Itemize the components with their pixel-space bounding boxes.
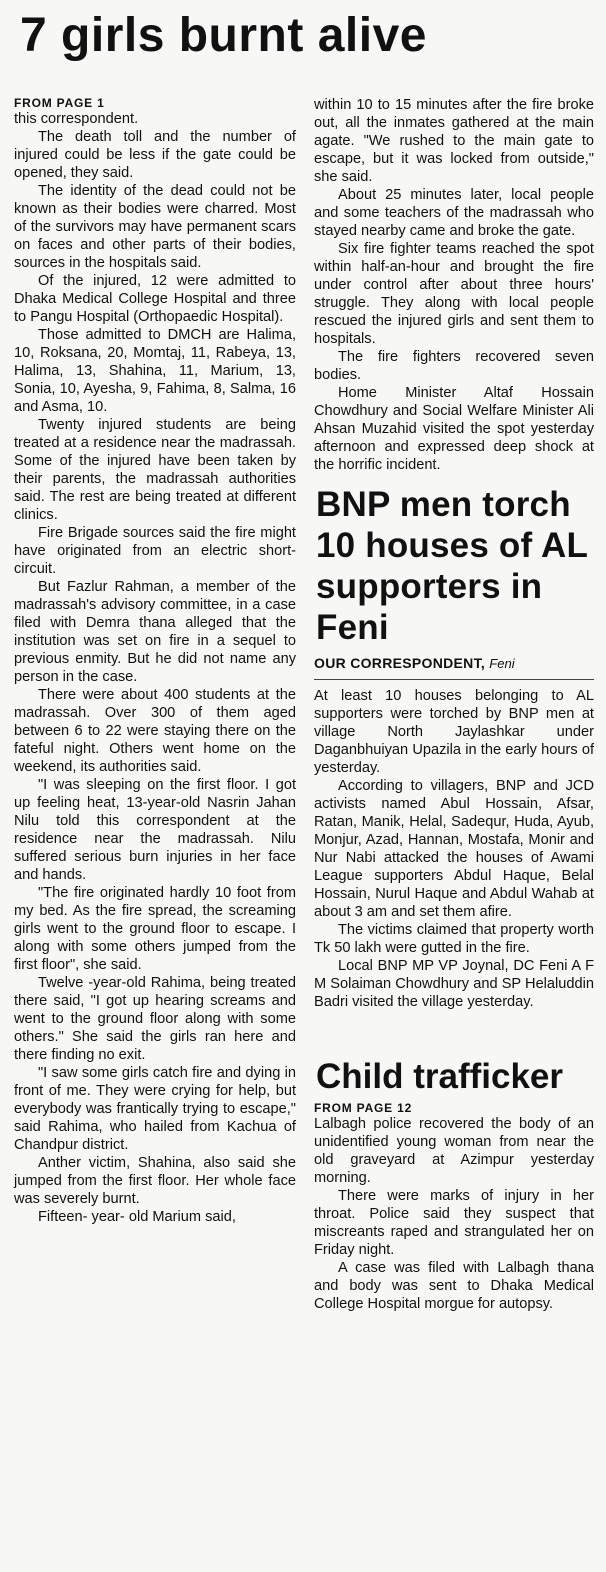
- byline-author: OUR CORRESPONDENT,: [314, 655, 486, 671]
- byline: [314, 654, 594, 673]
- article-paragraph: "I was sleeping on the first floor. I got up feeling heat, 13-year-old Nasrin Jahan Nilu told this correspondent at the residence near the madrassah. Nilu suffered serious burn injuries in her face and hands.: [14, 777, 296, 883]
- article-paragraph: The death toll and the number of injured could be less if the gate could be opened, they said.: [14, 129, 296, 181]
- article-paragraph: Fire Brigade sources said the fire might have originated from an electric short-circuit.: [14, 525, 296, 577]
- article-paragraph: The fire fighters recovered seven bodies.: [314, 349, 594, 383]
- article-paragraph: Anther victim, Shahina, also said she jumped from the first floor. Her whole face was severely burnt.: [14, 1155, 296, 1207]
- article-paragraph: Six fire fighter teams reached the spot within half-an-hour and brought the fire under control after about three hours' struggle. They along with local people rescued the injured girls and sent them to hospitals.: [314, 241, 594, 347]
- child-kicker: FROM PAGE 12: [314, 1101, 413, 1115]
- article-paragraph: About 25 minutes later, local people and some teachers of the madrassah who stayed nearby came and broke the gate.: [314, 187, 594, 239]
- bnp-headline: BNP men torch 10 houses of AL supporters in Feni: [316, 485, 588, 647]
- article-paragraph: this correspondent.: [14, 111, 139, 127]
- article-paragraph: Fifteen- year- old Marium said,: [38, 1209, 236, 1225]
- article-paragraph: Of the injured, 12 were admitted to Dhaka Medical College Hospital and three to Pangu Hospital (Orthopaedic Hospital).: [14, 273, 296, 325]
- article-paragraph: But Fazlur Rahman, a member of the madrassah's advisory committee, in a case filed with Demra thana alleged that the institution was set on fire in a sequel to previous enmity. But he did not name any person in the case.: [14, 579, 296, 685]
- spacer: [314, 1011, 594, 1057]
- article-paragraph: Home Minister Altaf Hossain Chowdhury and Social Welfare Minister Ali Ahsan Muzahid visited the spot yesterday afternoon and expressed deep shock at the horrific incident.: [314, 385, 594, 473]
- article-paragraph: Twelve -year-old Rahima, being treated there said, "I got up hearing screams and went to the ground floor along with some others." She said the girls ran here and there finding no exit.: [14, 975, 296, 1063]
- article-paragraph: A case was filed with Lalbagh thana and body was sent to Dhaka Medical College Hospital morgue for autopsy.: [314, 1260, 594, 1312]
- child-headline: Child trafficker: [316, 1057, 563, 1096]
- divider: [314, 679, 594, 680]
- article-paragraph: The identity of the dead could not be known as their bodies were charred. Most of the survivors may have permanent scars on faces and other parts of their bodies, sources in the hospitals said.: [14, 183, 296, 271]
- article-paragraph: There were about 400 students at the madrassah. Over 300 of them aged between 6 to 22 were staying there on the fateful night. Others went home on the weekend, its authorities said.: [14, 687, 296, 775]
- article-paragraph: Twenty injured students are being treated at a residence near the madrassah. Some of the injured have been taken by their parents, the madrassah authorities said. The rest are being treated at different clinics.: [14, 417, 296, 523]
- article-paragraph: within 10 to 15 minutes after the fire broke out, all the inmates gathered at the main agate. "We rushed to the main gate to escape, but it was locked from outside," she said.: [314, 97, 594, 185]
- left-column: [14, 96, 296, 1226]
- byline-place: Feni: [489, 656, 515, 671]
- main-kicker: FROM PAGE 1: [14, 96, 105, 110]
- article-paragraph: "The fire originated hardly 10 foot from my bed. As the fire spread, the screaming girls went to the ground floor to escape. I along with some others jumped from the first floor", she said.: [14, 885, 296, 973]
- article-paragraph: "I saw some girls catch fire and dying in front of me. They were crying for help, but everybody was frantically trying to escape," said Rahima, who hailed from Kachua of Chandpur district.: [14, 1065, 296, 1153]
- article-paragraph: At least 10 houses belonging to AL supporters were torched by BNP men at village North Jaylashkar under Daganbhuiyan Upazila in the early hours of yesterday.: [314, 688, 594, 776]
- article-paragraph: There were marks of injury in her throat. Police said they suspect that miscreants raped and strangulated her on Friday night.: [314, 1188, 594, 1258]
- article-paragraph: Those admitted to DMCH are Halima, 10, Roksana, 20, Momtaj, 11, Rabeya, 13, Halima, 13, Shahina, 11, Marium, 13, Sonia, 10, Ayesha, 9, Fahima, 8, Salma, 16 and Asma, 10.: [14, 327, 296, 415]
- article-paragraph: Lalbagh police recovered the body of an unidentified young woman from near the old graveyard at Azimpur yesterday morning.: [314, 1116, 594, 1186]
- right-column: [314, 96, 594, 1313]
- article-paragraph: According to villagers, BNP and JCD activists named Abul Hossain, Afsar, Ratan, Manik, Helal, Sadequr, Huda, Ayub, Monjur, Azad, Hannan, Mostafa, Monir and Nur Nabi attacked the houses of Awami League supporters Abdul Haque, Belal Hossain, Nurul Haque and Abdul Wahab at about 3 am and set them afire.: [314, 778, 594, 920]
- main-headline: 7 girls burnt alive: [20, 9, 427, 62]
- article-paragraph: The victims claimed that property worth Tk 50 lakh were gutted in the fire.: [314, 922, 594, 956]
- article-paragraph: Local BNP MP VP Joynal, DC Feni A F M Solaiman Chowdhury and SP Helaluddin Badri visited the village yesterday.: [314, 958, 594, 1010]
